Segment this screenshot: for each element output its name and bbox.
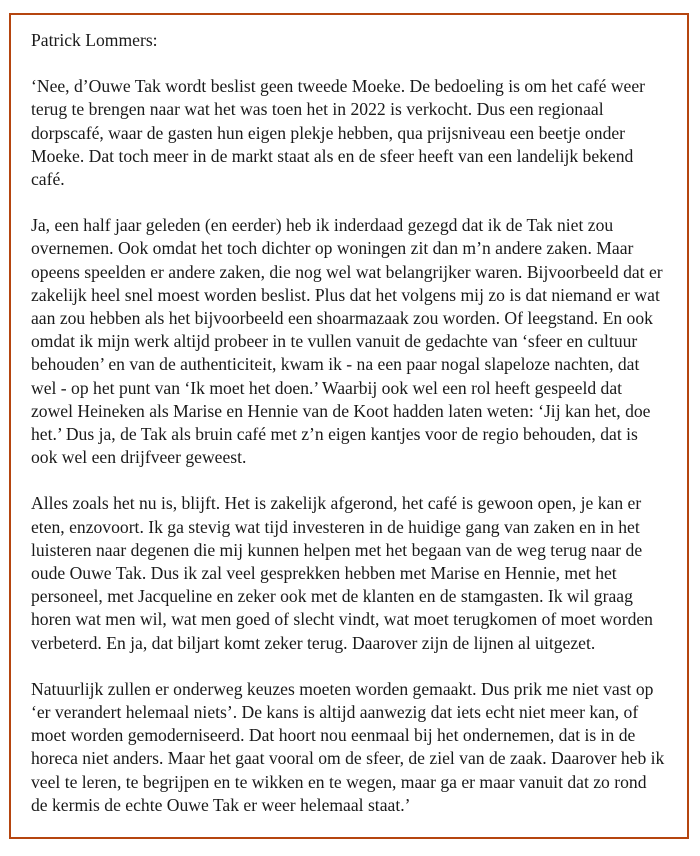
quote-box <box>9 13 689 839</box>
quote-paragraph-2: Ja, een half jaar geleden (en eerder) heb ik inderdaad gezegd dat ik de Tak niet zou overnemen. Ook omdat het toch dichter op woningen zit dan m’n andere zaken. Maar opeens speelden er andere zaken, die nog wel wat belangrijker waren. Bijvoorbeeld dat er zakelijk heel snel moest worden beslist. Plus dat het volgens mij zo is dat niemand er wat aan zou hebben als het bijvoorbeeld een shoarmazaak zou worden. Of leegstand. En ook omdat ik mijn werk altijd probeer in te vullen vanuit de gedachte van ‘sfeer en cultuur behouden’ en van de authenticiteit, kwam ik - na een paar nogal slapeloze nachten, dat wel - op het punt van ‘Ik moet het doen.’ Waarbij ook wel een rol heeft gespeeld dat zowel Heineken als Marise en Hennie van de Koot hadden laten weten: ‘Jij kan het, doe het.’ Dus ja, de Tak als bruin café met z’n eigen kantjes voor de regio behouden, dat is ook wel een drijfveer geweest. <box>31 215 663 468</box>
speaker-name: Patrick Lommers: <box>31 30 158 50</box>
quote-paragraph-3: Alles zoals het nu is, blijft. Het is zakelijk afgerond, het café is gewoon open, je kan er eten, enzovoort. Ik ga stevig wat tijd investeren in de huidige gang van zaken en in het luisteren naar degenen die mij kunnen helpen met het begaan van de weg terug naar de oude Ouwe Tak. Dus ik zal veel gesprekken hebben met Marise en Hennie, met het personeel, met Jacqueline en zeker ook met de klanten en de stamgasten. Ik wil graag horen wat men wil, wat men goed of slecht vindt, wat moet terugkomen of moet worden verbeterd. En ja, dat biljart komt zeker terug. Daarover zijn de lijnen al uitgezet. <box>31 493 653 653</box>
quote-paragraph-1: ‘Nee, d’Ouwe Tak wordt beslist geen tweede Moeke. De bedoeling is om het café weer terug te brengen naar wat het was toen het in 2022 is verkocht. Dus een regionaal dorpscafé, waar de gasten hun eigen plekje hebben, qua prijsniveau een beetje onder Moeke. Dat toch meer in de markt staat als en de sfeer heeft van een landelijk bekend café. <box>31 76 646 190</box>
quote-content <box>11 15 687 817</box>
quote-paragraph-4: Natuurlijk zullen er onderweg keuzes moeten worden gemaakt. Dus prik me niet vast op ‘er verandert helemaal niets’. De kans is altijd aanwezig dat iets echt niet meer kan, of moet worden gemoderniseerd. Dat hoort nou eenmaal bij het ondernemen, dat is in de horeca niet anders. Maar het gaat vooral om de sfeer, de ziel van de zaak. Daarover heb ik veel te leren, te begrijpen en te wikken en te wegen, maar ga er maar vanuit dat zo rond de kermis de echte Ouwe Tak er weer helemaal staat.’ <box>31 678 665 815</box>
